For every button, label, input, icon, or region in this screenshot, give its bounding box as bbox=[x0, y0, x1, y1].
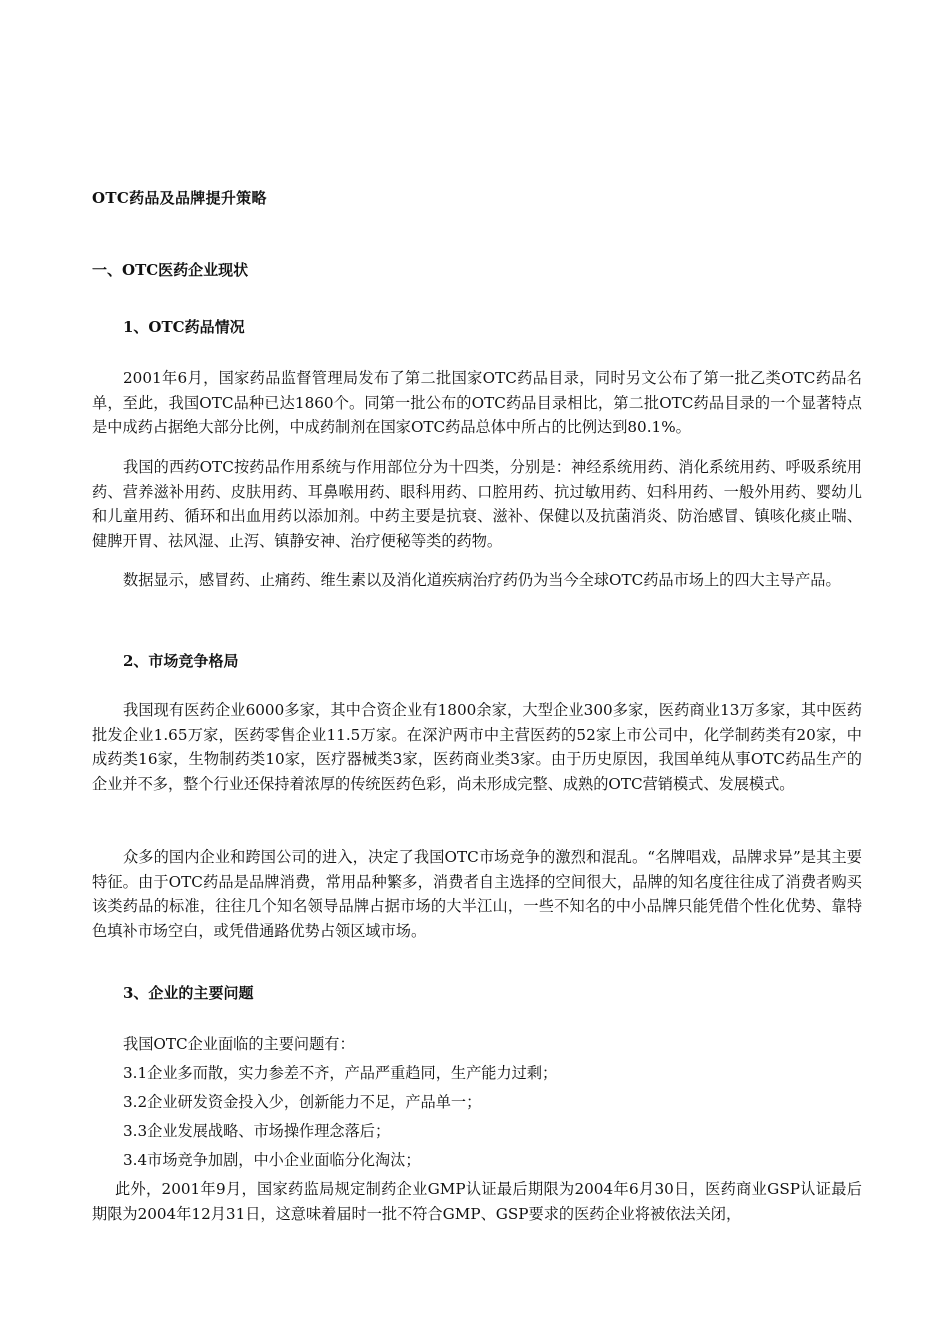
subsection-heading-1: 1、OTC药品情况 bbox=[123, 318, 245, 336]
document-title: OTC药品及品牌提升策略 bbox=[92, 189, 267, 207]
paragraph-otc-categories: 我国的西药OTC按药品作用系统与作用部位分为十四类，分别是：神经系统用药、消化系统用药、呼吸系统用药、营养滋补用药、皮肤用药、耳鼻喉用药、眼科用药、口腔用药、抗过敏用药、妇科用药、一般外用药、婴幼儿和儿童用药、循环和出血用药以添加剂。中药主要是抗衰、滋补、保健以及抗菌消炎、防治感冒、镇咳化痰止喘、健脾开胃、祛风湿、止泻、镇静安神、治疗便秘等类的药物。 bbox=[92, 458, 862, 550]
subsection-heading-2: 2、市场竞争格局 bbox=[123, 652, 239, 670]
paragraph-gmp-gsp-deadline: 此外，2001年9月，国家药监局规定制药企业GMP认证最后期限为2004年6月30日，医药商业GSP认证最后期限为2004年12月31日，这意味着届时一批不符合GMP、GSP要求的医药企业将被依法关闭， bbox=[92, 1180, 862, 1223]
paragraph-market-competition: 众多的国内企业和跨国公司的进入，决定了我国OTC市场竞争的激烈和混乱。“名牌唱戏，品牌求异”是其主要特征。由于OTC药品是品牌消费，常用品种繁多，消费者自主选择的空间很大，品牌的知名度往往成了消费者购买该类药品的标准，往往几个知名领导品牌占据市场的大半江山，一些不知名的中小品牌只能凭借个性化优势、靠特色填补市场空白，或凭借通路优势占领区域市场。 bbox=[92, 848, 862, 940]
problem-item-2: 3.2企业研发资金投入少，创新能力不足，产品单一； bbox=[123, 1093, 482, 1111]
problem-item-3: 3.3企业发展战略、市场操作理念落后； bbox=[123, 1122, 391, 1140]
problems-intro: 我国OTC企业面临的主要问题有： bbox=[123, 1035, 355, 1053]
paragraph-otc-catalog: 2001年6月，国家药品监督管理局发布了第二批国家OTC药品目录，同时另文公布了第一批乙类OTC药品名单，至此，我国OTC品种已达1860个。同第一批公布的OTC药品目录相比，第二批OTC药品目录的一个显著特点是中成药占据绝大部分比例，中成药制剂在国家OTC药品总体中所占的比例达到80.1%。 bbox=[92, 369, 862, 436]
paragraph-market-structure: 我国现有医药企业6000多家，其中合资企业有1800余家，大型企业300多家，医药商业13万多家，其中医药批发企业1.65万家，医药零售企业11.5万家。在深沪两市中主营医药的52家上市公司中，化学制药类有20家，中成药类16家，生物制药类10家，医疗器械类3家，医药商业类3家。由于历史原因，我国单纯从事OTC药品生产的企业并不多，整个行业还保持着浓厚的传统医药色彩，尚未形成完整、成熟的OTC营销模式、发展模式。 bbox=[92, 701, 862, 793]
problem-item-1: 3.1企业多而散，实力参差不齐，产品严重趋同，生产能力过剩； bbox=[123, 1064, 558, 1082]
problem-item-4: 3.4市场竞争加剧，中小企业面临分化淘汰； bbox=[123, 1151, 421, 1169]
paragraph-otc-leading-products: 数据显示，感冒药、止痛药、维生素以及消化道疾病治疗药仍为当今全球OTC药品市场上的四大主导产品。 bbox=[123, 571, 841, 589]
subsection-heading-3: 3、企业的主要问题 bbox=[123, 984, 254, 1002]
section-heading-1: 一、OTC医药企业现状 bbox=[92, 261, 249, 279]
